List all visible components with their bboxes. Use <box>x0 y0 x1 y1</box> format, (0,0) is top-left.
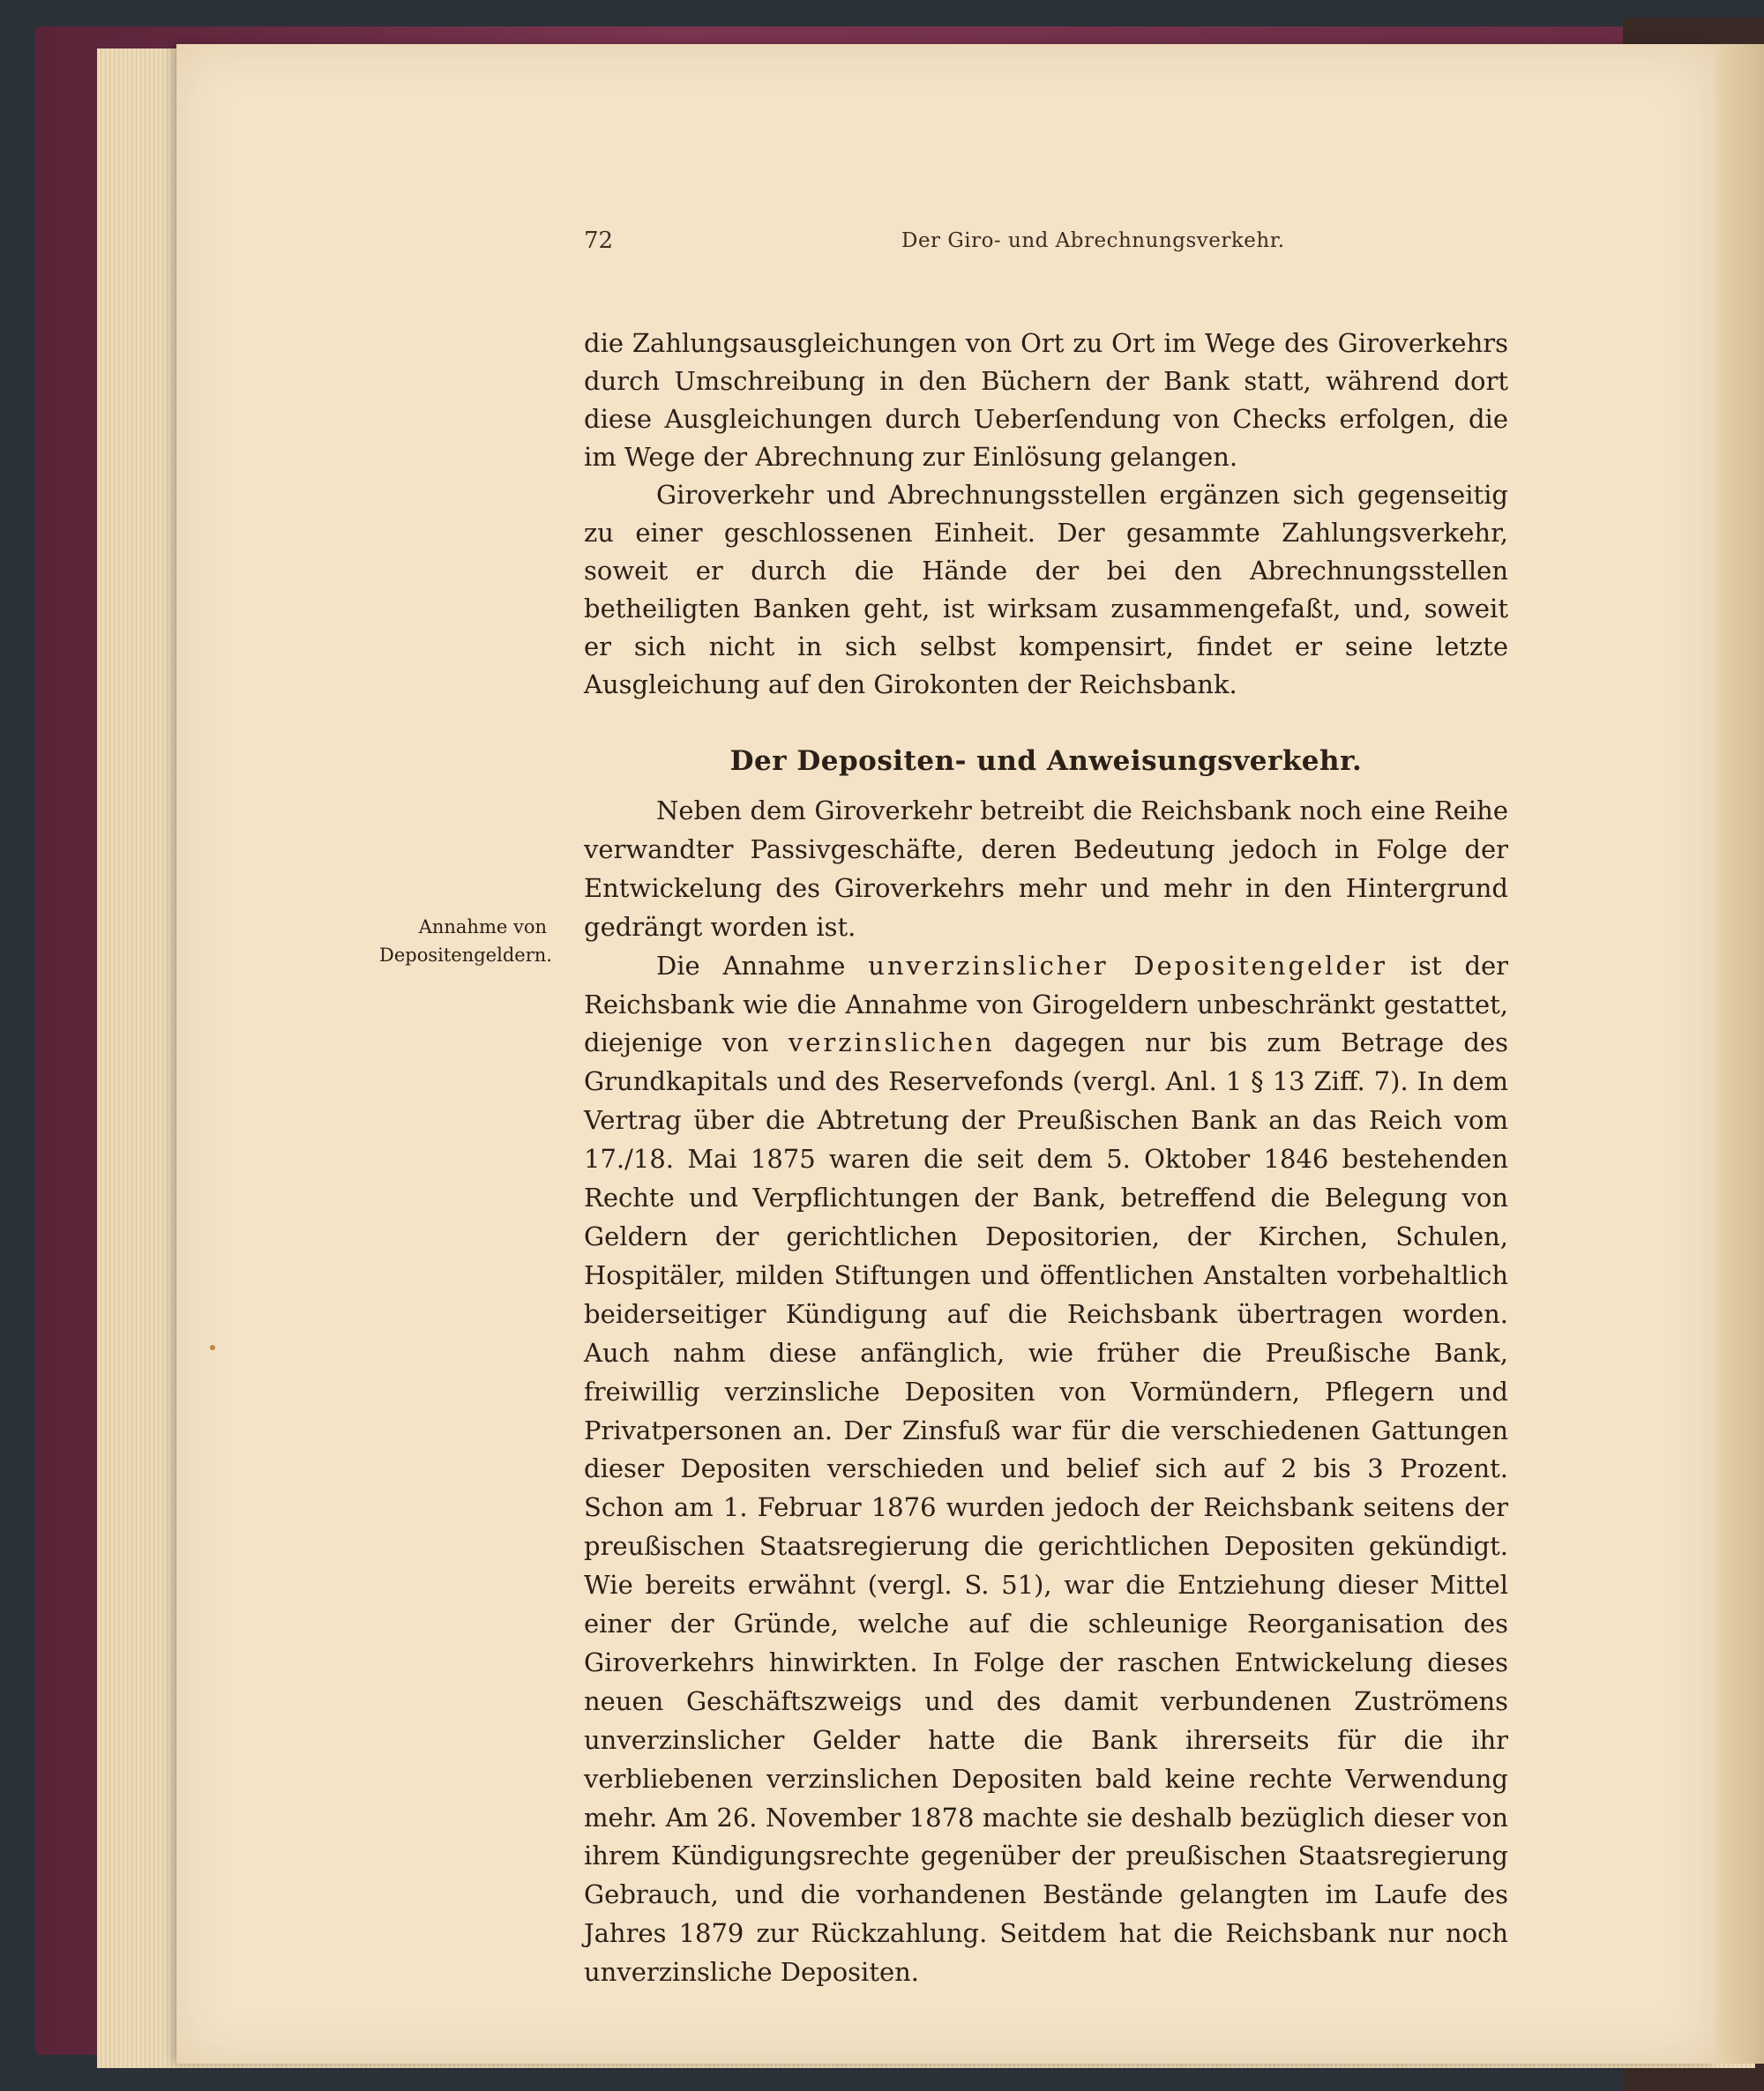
next-page-edge <box>1715 44 1764 2064</box>
emphasized-text: verzinslichen <box>788 1027 995 1058</box>
page-header <box>584 228 1510 263</box>
emphasized-text: unverzinslicher Depositengelder <box>868 950 1388 981</box>
running-title: Der Giro- und Abrechnungsverkehr. <box>901 229 1285 252</box>
text-run: dagegen nur bis zum Betrage des Grundkapitals und des Reservefonds (vergl. Anl. 1 § 13 Ziff. 7). In dem Vertrag über die Abtretung der Preußischen Bank an das Reich vom 17./18. Mai 1875 waren die seit dem 5. Oktober 1846 bestehenden Rechte und Verpflichtungen der Bank, betreffend die Belegung von Geldern der gerichtlichen Depositorien, der Kirchen, Schulen, Hospitäler, milden Stiftungen und öffentlichen Anstalten vorbehaltlich beiderseitiger Kündigung auf die Reichsbank übertragen worden. Auch nahm diese anfänglich, wie früher die Preußische Bank, freiwillig verzinsliche Depositen von Vormündern, Pflegern und Privatpersonen an. Der Zinsfuß war für die verschiedenen Gattungen dieser Depositen verschieden und belief sich auf 2 bis 3 Prozent. Schon am 1. Februar 1876 wurden jedoch der Reichsbank seitens der preußischen Staatsregierung die gerichtlichen Depositen gekündigt. Wie bereits erwähnt (vergl. S. 51), war die Entziehung dieser Mittel einer der Gründe, welche auf die schleunige Reorganisation des Giroverkehrs hinwirkten. In Folge der raschen Entwickelung dieses neuen Geschäftszweigs und des damit verbundenen Zuströmens unverzinslicher Gelder hatte die Bank ihrerseits für die ihr verbliebenen verzinslichen Depositen bald keine rechte Verwendung mehr. Am 26. November 1878 machte sie deshalb bezüglich dieser von ihrem Kündigungsrechte gegenüber der preußischen Staatsregierung Gebrauch, und die vorhandenen Bestände gelangten im Laufe des Jahres 1879 zur Rückzahlung. Seitdem hat die Reichsbank nur noch unverzinsliche Depositen. <box>584 1027 1509 1988</box>
paper-spot <box>210 1345 215 1350</box>
section-body <box>584 792 1508 1992</box>
paragraph: Giroverkehr und Abrechnungsstellen ergänzen sich gegenseitig zu einer geschlossenen Einheit. Der gesammte Zahlungsverkehr, soweit er durch die Hände der bei den Abrechnungsstellen betheiligten Banken geht, ist wirksam zusammengefaßt, und, soweit er sich nicht in sich selbst kompensirt, findet er seine letzte Ausgleichung auf den Girokonten der Reichsbank. <box>584 480 1508 699</box>
text-run: Die Annahme <box>656 950 846 981</box>
paragraph: Neben dem Giroverkehr betreibt die Reichsbank noch eine Reihe verwandter Passivgeschäfte, deren Bedeutung jedoch in Folge der Entwickelung des Giroverkehrs mehr und mehr in den Hintergrund gedrängt worden ist. <box>584 795 1508 942</box>
section-heading: Der Depositen- und Anweisungsverkehr. <box>729 745 1363 777</box>
page-number: 72 <box>584 228 614 254</box>
text-run: ist der Reichsbank wie die Annahme von Girogeldern unbeschränkt gestattet, diejenige von <box>584 950 1509 1058</box>
paragraph: die Zahlungsausgleichungen von Ort zu Ort im Wege des Giroverkehrs durch Umschreibung in den Büchern der Bank statt, während dort diese Ausgleichungen durch Ueberſendung von Checks erfolgen, die im Wege der Abrechnung zur Einlösung gelangen. <box>584 328 1508 472</box>
continued-text <box>584 325 1508 704</box>
paragraph <box>584 947 1508 1992</box>
margin-note: Annahme von Depositengeldern. <box>379 916 552 966</box>
